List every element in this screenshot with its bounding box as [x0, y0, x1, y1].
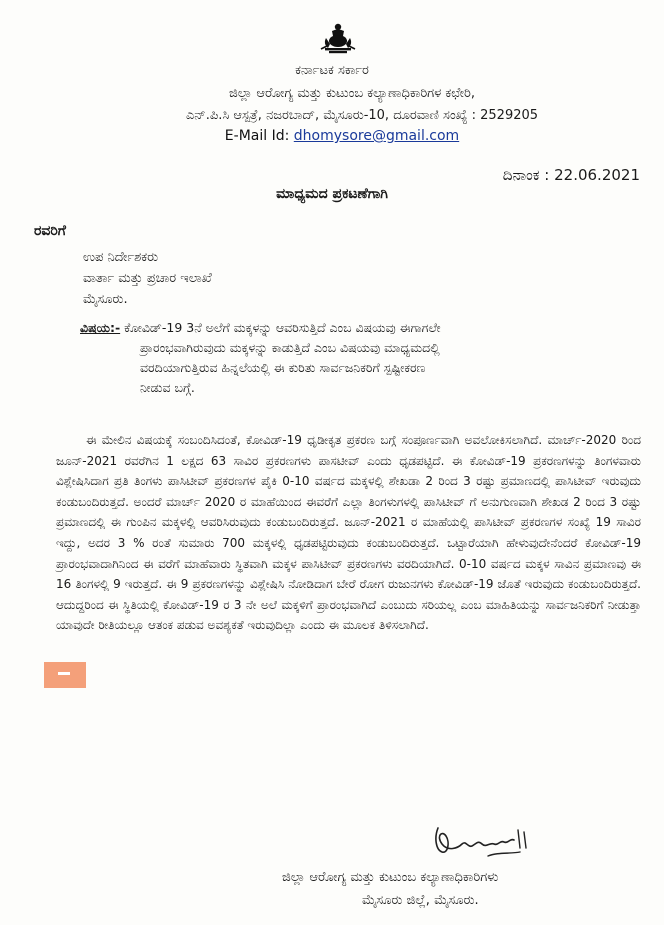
recipient-line: ಉಪ ನಿರ್ದೇಶಕರು: [83, 250, 159, 265]
subject-line: ಪ್ರಾರಂಭವಾಗಿರುವುದು ಮಕ್ಕಳನ್ನು ಕಾಡುತ್ತಿದೆ ಎಂಬ ವಿಷಯವು ಮಾಧ್ಯಮದಲ್ಲಿ: [140, 340, 440, 355]
recipient-line: ಮೈಸೂರು.: [83, 292, 128, 307]
govt-name: ಕರ್ನಾಟಕ ಸರ್ಕಾರ: [295, 63, 369, 78]
office-address: ಎನ್.ಪಿ.ಸಿ ಆಸ್ಪತ್ರೆ, ನಜರಬಾದ್, ಮೈಸೂರು-10, ದೂರವಾಣಿ ಸಂಖ್ಯೆ : 2529205: [185, 108, 539, 123]
subject-label: ವಿಷಯ:-: [80, 320, 121, 335]
signatory-title: ಜಿಲ್ಲಾ ಆರೋಗ್ಯ ಮತ್ತು ಕುಟುಂಬ ಕಲ್ಯಾಣಾಧಿಕಾರಿಗಳು: [282, 870, 499, 885]
state-emblem-icon: [318, 22, 358, 56]
email-label: E-Mail Id:: [224, 128, 290, 144]
recipient-line: ವಾರ್ತಾ ಮತ್ತು ಪ್ರಚಾರ ಇಲಾಖೆ: [83, 271, 212, 286]
redaction-mark: [44, 662, 86, 688]
recipient-salutation: ರವರಿಗೆ: [34, 223, 66, 239]
redaction-dash: [58, 672, 70, 675]
signature-icon: [428, 822, 538, 866]
document-date: ದಿನಾಂಕ : 22.06.2021: [502, 166, 640, 184]
email-link[interactable]: dhomysore@gmail.com: [293, 128, 460, 144]
office-name: ಜಿಲ್ಲಾ ಆರೋಗ್ಯ ಮತ್ತು ಕುಟುಂಬ ಕಲ್ಯಾಣಾಧಿಕಾರಿಗಳ ಕಛೇರಿ,: [228, 86, 476, 101]
press-release-title: ಮಾಧ್ಯಮದ ಪ್ರಕಟಣೆಗಾಗಿ: [276, 186, 388, 202]
subject-line: ನೀಡುವ ಬಗ್ಗೆ.: [140, 380, 195, 395]
subject-line: ಕೋವಿಡ್-19 3ನೆ ಅಲೆಗೆ ಮಕ್ಕಳನ್ನು ಆವರಿಸುತ್ತಿದೆ ಎಂಬ ವಿಷಯವು ಈಗಾಗಲೇ: [124, 320, 441, 335]
email-line: [10, 126, 664, 146]
body-paragraph: ಈ ಮೇಲಿನ ವಿಷಯಕ್ಕೆ ಸಂಬಂದಿಸಿದಂತೆ, ಕೋವಿಡ್-19 ಧೃಡೀಕೃತ ಪ್ರಕರಣ ಬಗ್ಗೆ ಸಂಪೂರ್ಣವಾಗಿ ಅವಲೋಕಿಸಲಾಗಿದೆ. ಮಾರ್ಚ್-2020 ರಿಂದ ಜೂನ್-2021 ರವರೆಗಿನ 1 ಲಕ್ಷದ 63 ಸಾವಿರ ಪ್ರಕರಣಗಳು ಪಾಸಟೀವ್ ಎಂದು ಧೃಡಪಟ್ಟಿದೆ. ಈ ಕೋವಿಡ್-19 ಪ್ರಕರಣಗಳನ್ನು ತಿಂಗಳವಾರು ವಿಶ್ಲೇಷಿಸಿದಾಗ ಪ್ರತಿ ತಿಂಗಳು ಪಾಸಿಟೀವ್ ಪ್ರಕರಣಗಳ ಪೈಕಿ 0-10 ವರ್ಷದ ಮಕ್ಕಳಲ್ಲಿ ಶೇಖಡಾ 2 ರಿಂದ 3 ರಷ್ಟು ಪ್ರಮಾಣದಲ್ಲಿ ಪಾಸಿಟೀವ್ ಇರುವುದು ಕಂಡುಬಂದಿರುತ್ತದೆ. ಅಂದರೆ ಮಾರ್ಚ್ 2020 ರ ಮಾಹೆಯಿಂದ ಈವರೆಗೆ ಎಲ್ಲಾ ತಿಂಗಳುಗಳಲ್ಲಿ ಪಾಸಿಟೀವ್ ಗೆ ಅನುಗುಣವಾಗಿ ಶೇಖಡ 2 ರಿಂದ 3 ರಷ್ಟು ಪ್ರಮಾಣದಲ್ಲಿ ಈ ಗುಂಪಿನ ಮಕ್ಕಳಲ್ಲಿ ಆವರಿಸಿರುವುದು ಕಂಡುಬಂದಿರುತ್ತದೆ. ಜೂನ್-2021 ರ ಮಾಹೆಯಲ್ಲಿ ಪಾಸಿಟೀವ್ ಪ್ರಕರಣಗಳ ಸಂಖ್ಯೆ 19 ಸಾವಿರ ಇದ್ದು, ಅದರ 3 % ರಂತೆ ಸುಮಾರು 700 ಮಕ್ಕಳಲ್ಲಿ ಧೃಡಪಟ್ಟಿರುವುದು ಕಂಡುಬಂದಿರುತ್ತದೆ. ಒಟ್ಟಾರೆಯಾಗಿ ಹೇಳುವುದೇನೆಂದರೆ ಕೋವಿಡ್-19 ಪ್ರಾರಂಭವಾದಾಗಿನಿಂದ ಈ ವರೆಗೆ ಮಾಹೆವಾರು ಸ್ಥಿತವಾಗಿ ಮಕ್ಕಳ ಪಾಸಿಟೀವ್ ಪ್ರಕರಣಗಳು ವರದಿಯಾಗಿದೆ. 0-10 ವರ್ಷದ ಮಕ್ಕಳ ಸಾವಿನ ಪ್ರಮಾಣವು ಈ 16 ತಿಂಗಳಲ್ಲಿ 9 ಇರುತ್ತದೆ. ಈ 9 ಪ್ರಕರಣಗಳನ್ನು ವಿಶ್ಲೇಷಿಸಿ ನೋಡಿದಾಗ ಬೇರೆ ರೋಗ ರುಜುನಗಳು ಕೋವಿಡ್-19 ಜೊತೆ ಇರುವುದು ಕಂಡುಬಂದಿರುತ್ತದೆ. ಆದುದ್ದರಿಂದ ಈ ಸ್ಥಿತಿಯಲ್ಲಿ ಕೋವಿಡ್-19 ರ 3 ನೇ ಅಲೆ ಮಕ್ಕಳಿಗೆ ಪ್ರಾರಂಭವಾಗಿದೆ ಎಂಬುದು ಸರಿಯಲ್ಲ ಎಂಬ ಮಾಹಿತಿಯನ್ನು ಸಾರ್ವಜನಿಕರಿಗೆ ನೀಡುತ್ತಾ ಯಾವುದೇ ರೀತಿಯಲ್ಲೂ ಆತಂಕ ಪಡುವ ಅವಶ್ಯಕತೆ ಇರುವುದಿಲ್ಲಾ ಎಂದು ಈ ಮೂಲಕ ತಿಳಿಸಲಾಗಿದೆ.: [56, 433, 641, 633]
subject-block: [80, 318, 640, 398]
subject-line: ವರದಿಯಾಗುತ್ತಿರುವ ಹಿನ್ನಲೆಯಲ್ಲಿ ಈ ಕುರಿತು ಸಾರ್ವಜನಿಕರಿಗೆ ಸ್ಪಷ್ಟೀಕರಣ: [140, 360, 426, 375]
signatory-location: ಮೈಸೂರು ಜಿಲ್ಲೆ, ಮೈಸೂರು.: [362, 893, 479, 908]
